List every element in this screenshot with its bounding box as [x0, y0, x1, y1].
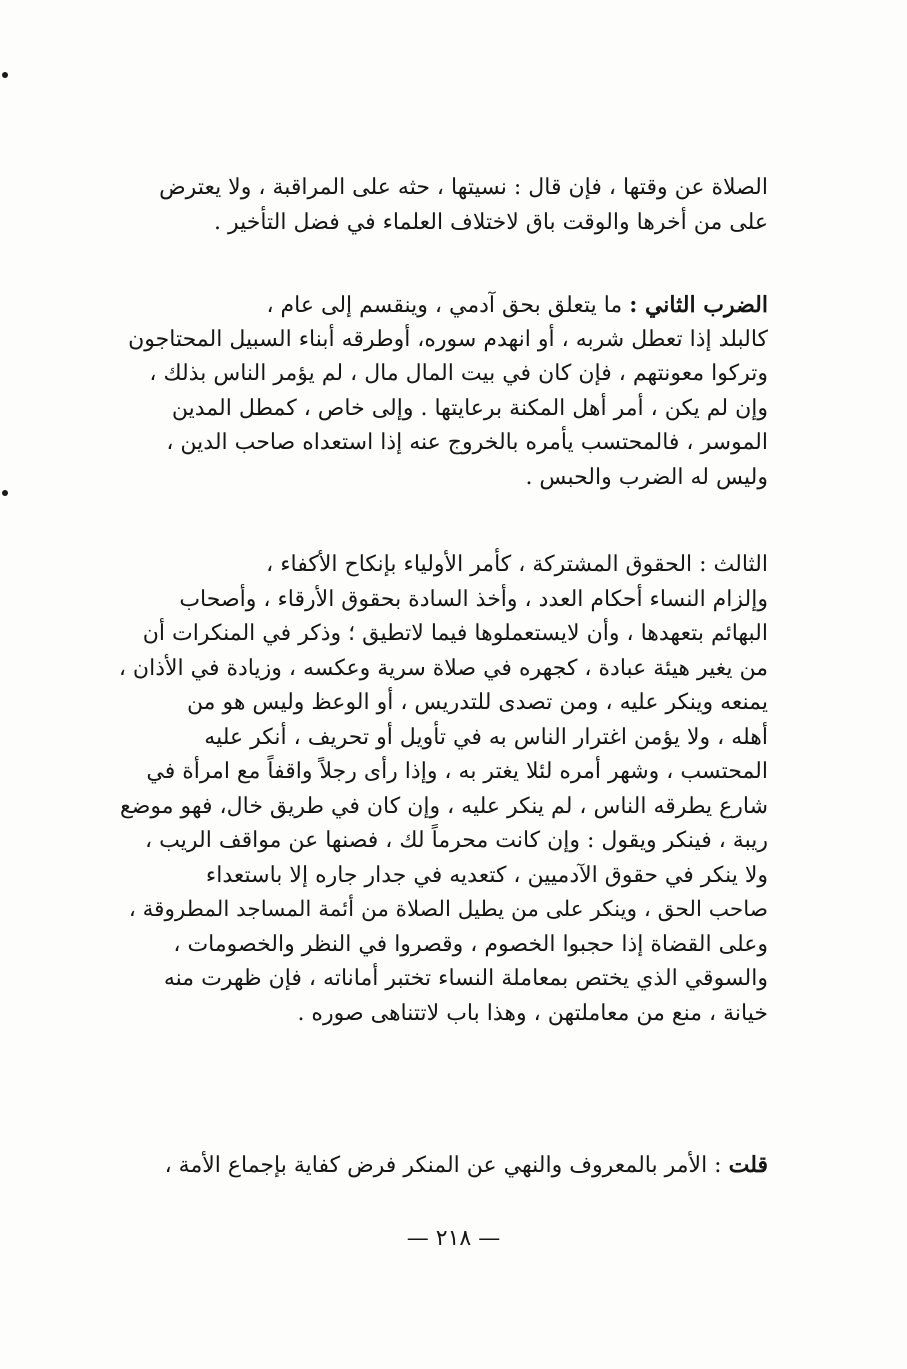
paragraph-prayer-delay [118, 171, 768, 240]
text-line: من يغير هيئة عبادة ، كجهره في صلاة سرية وعكسه ، وزيادة في الأذان ، [118, 655, 768, 681]
text-fragment: : الأمر بالمعروف والنهي عن المنكر فرض كفاية بإجماع الأمة ، [164, 1153, 729, 1178]
text-line: شارع يطرقه الناس ، لم ينكر عليه ، وإن كان في طريق خال، فهو موضع [119, 793, 768, 819]
text-line: خيانة ، منع من معاملتهن ، وهذا باب لاتتناهى صوره . [297, 1000, 768, 1026]
scan-edge-mark [2, 490, 8, 496]
text-line: المحتسب ، وشهر أمره لئلا يغتر به ، وإذا رأى رجلاً واقفاً مع امرأة في [146, 759, 768, 784]
text-line: والسوقي الذي يختص بمعاملة النساء تختبر أماناته ، فإن ظهرت منه [163, 966, 768, 991]
text-line [118, 288, 768, 323]
paragraph-third-type [118, 548, 768, 1031]
text-line: الصلاة عن وقتها ، فإن قال : نسيتها ، حثه على المراقبة ، ولا يعترض [159, 175, 768, 200]
text-line: يمنعه وينكر عليه ، ومن تصدى للتدريس ، أو الوعظ وليس هو من [186, 690, 768, 715]
text-line: ولا ينكر في حقوق الآدميين ، كتعديه في جدار جاره إلا باستعداء [205, 862, 768, 888]
paragraph-commentary [118, 1148, 768, 1183]
text-line: على من أخرها والوقت باق لاختلاف العلماء في فضل التأخير . [213, 209, 768, 235]
paragraph-second-type [118, 288, 768, 495]
text-line: الموسر ، فالمحتسب يأمره بالخروج عنه إذا استعداه صاحب الدين ، [166, 430, 768, 455]
text-line: الثالث : الحقوق المشتركة ، كأمر الأولياء بإنكاح الأكفاء ، [266, 552, 768, 577]
page-number: — ٢١٨ — [406, 1226, 501, 1251]
text-line [118, 1148, 768, 1183]
text-line: وليس له الضرب والحبس . [525, 464, 768, 490]
section-heading: الضرب الثاني : [629, 292, 768, 318]
text-line: صاحب الحق ، وينكر على من يطيل الصلاة من أئمة المساجد المطروقة ، [128, 897, 768, 922]
text-line: ريبة ، فينكر ويقول : وإن كانت محرماً لك ، فصنها عن مواقف الريب ، [145, 828, 768, 853]
commentary-heading: قلت [728, 1152, 768, 1178]
text-line: وعلى القضاة إذا حجبوا الخصوم ، وقصروا في النظر والخصومات ، [173, 931, 768, 957]
text-line: البهائم بتعهدها ، وأن لايستعملوها فيما لاتطيق ؛ وذكر في المنكرات أن [142, 621, 768, 646]
text-fragment: ما يتعلق بحق آدمي ، وينقسم إلى عام ، [266, 293, 630, 318]
text-line: وتركوا معونتهم ، فإن كان في بيت المال مال ، لم يؤمر الناس بذلك ، [149, 361, 768, 386]
text-line: وإن لم يكن ، أمر أهل المكنة برعايتها . وإلى خاص ، كمطل المدين [171, 395, 768, 421]
scan-edge-mark [2, 72, 8, 78]
text-line: كالبلد إذا تعطل شربه ، أو انهدم سوره، أوطرقه أبناء السبيل المحتاجون [128, 326, 768, 352]
text-line: وإلزام النساء أحكام العدد ، وأخذ السادة بحقوق الأرقاء ، وأصحاب [179, 586, 768, 612]
text-line: أهله ، ولا يؤمن اغترار الناس به في تأويل أو تحريف ، أنكر عليه [204, 724, 768, 750]
